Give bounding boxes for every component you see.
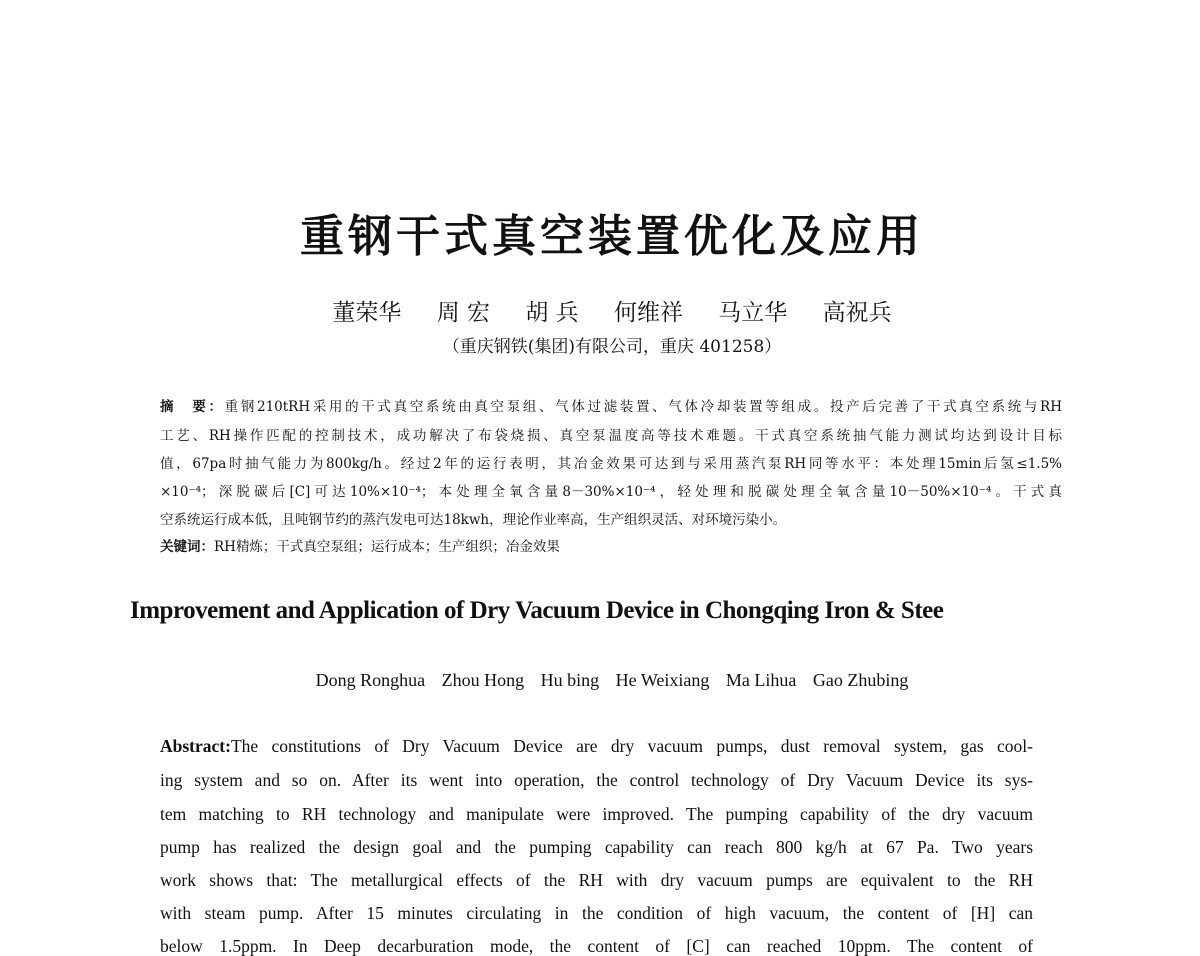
author: He Weixiang	[615, 670, 710, 690]
english-abstract-line: ing system and so on. After its went into operation, the control technology of Dry Vacuum Device its sys-	[160, 770, 1033, 790]
chinese-abstract-line: 空系统运行成本低，且吨钢节约的蒸汽发电可达18kwh，理论作业率高，生产组织灵活、对环境污染小。	[160, 512, 787, 528]
english-abstract-line: tem matching to RH technology and manipulate were improved. The pumping capability of the dry vacuum	[160, 804, 1033, 824]
author: 胡 兵	[525, 300, 579, 326]
chinese-abstract-line	[160, 399, 1062, 415]
english-authors	[0, 670, 1200, 691]
author: 周 宏	[436, 300, 491, 326]
abstract-label: Abstract:	[160, 736, 231, 756]
english-abstract-line: with steam pump. After 15 minutes circulating in the condition of high vacuum, the content of [H] can	[160, 903, 1033, 923]
chinese-title: 重钢干式真空装置优化及应用	[300, 211, 924, 262]
english-abstract-line: pump has realized the design goal and the pumping capability can reach 800 kg/h at 67 Pa. Two years	[160, 837, 1033, 857]
english-abstract-line: below 1.5ppm. In Deep decarburation mode, the content of [C] can reached 10ppm. The content of	[160, 936, 1033, 956]
author: 董荣华	[332, 300, 402, 326]
author: Hu bing	[540, 670, 600, 690]
chinese-abstract-line: ×10⁻⁴；深脱碳后[C]可达10%×10⁻⁴；本处理全氧含量8－30%×10⁻⁴，轻处理和脱碳处理全氧含量10－50%×10⁻⁴。干式真	[160, 484, 1062, 500]
author: Gao Zhubing	[812, 670, 909, 690]
author: 高祝兵	[822, 300, 892, 326]
english-abstract-line: work shows that: The metallurgical effects of the RH with dry vacuum pumps are equivalent to the RH	[160, 870, 1033, 890]
abstract-label: 摘 要：	[160, 399, 225, 415]
keywords-label: 关键词：	[160, 539, 214, 555]
chinese-abstract-line: 值，67pa时抽气能力为800kg/h。经过2年的运行表明，其冶金效果可达到与采用蒸汽泵RH同等水平：本处理15min后氢≤1.5%	[160, 456, 1062, 472]
abstract-text: 重钢210tRH采用的干式真空系统由真空泵组、气体过滤装置、气体冷却装置等组成。投产后完善了干式真空系统与RH	[224, 399, 1062, 415]
author: Dong Ronghua	[315, 670, 426, 690]
chinese-abstract-line: 工艺、RH操作匹配的控制技术，成功解决了布袋烧损、真空泵温度高等技术难题。干式真空系统抽气能力测试均达到设计目标	[160, 428, 1062, 444]
abstract-text: The constitutions of Dry Vacuum Device are dry vacuum pumps, dust removal system, gas cool-	[230, 736, 1033, 756]
author: 何维祥	[613, 300, 683, 326]
english-abstract-line	[160, 736, 1033, 756]
english-title: Improvement and Application of Dry Vacuum Device in Chongqing Iron & Stee	[130, 597, 944, 624]
author: Ma Lihua	[725, 670, 797, 690]
author: Zhou Hong	[441, 670, 525, 690]
keywords: RH精炼；干式真空泵组；运行成本；生产组织；冶金效果	[214, 539, 560, 555]
affiliation: （重庆钢铁(集团)有限公司，重庆 401258）	[442, 337, 782, 357]
keywords-line	[160, 539, 1062, 555]
chinese-authors	[0, 294, 1200, 327]
author: 马立华	[718, 300, 788, 326]
